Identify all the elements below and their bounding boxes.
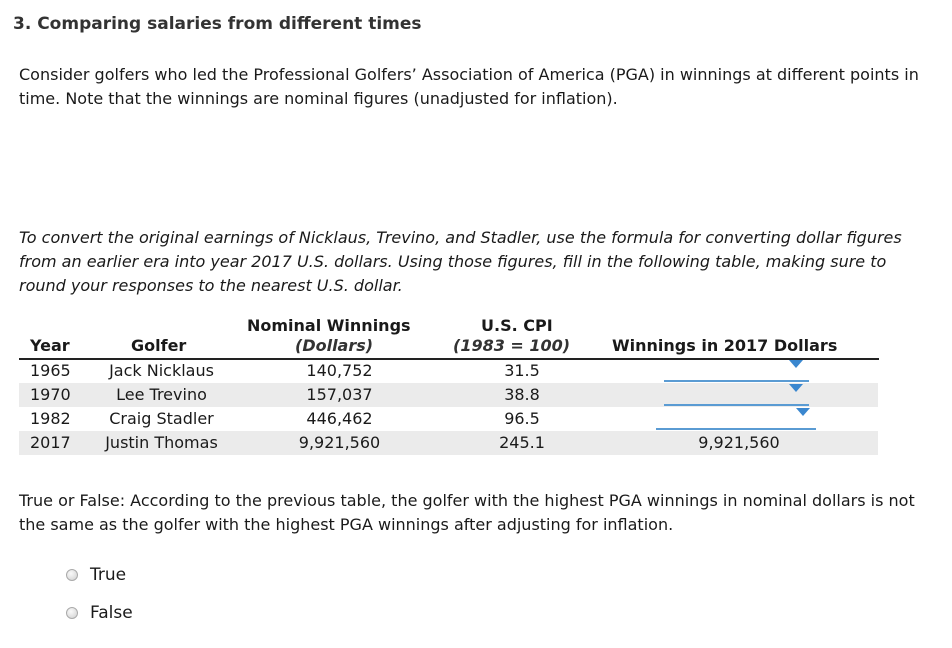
table-row	[19, 383, 878, 407]
table-row	[19, 407, 878, 431]
cell-winnings-2017: 9,921,560	[698, 433, 780, 452]
table-row	[19, 359, 878, 383]
question-title: 3. Comparing salaries from different times	[13, 14, 422, 34]
true-false-question: True or False: According to the previous table, the golfer with the highest PGA winnings in nominal dollars is not the same as the golfer with the highest PGA winnings after adjusting for inflation.	[19, 491, 915, 534]
cell-cpi: 38.8	[504, 385, 540, 404]
radio-button-icon[interactable]	[66, 569, 78, 581]
winnings-dropdown-trevino[interactable]	[664, 382, 809, 406]
header-nominal-sub: (Dollars)	[295, 336, 374, 355]
instructions-paragraph: To convert the original earnings of Nicklaus, Trevino, and Stadler, use the formula for converting dollar figures from an earlier era into year 2017 U.S. dollars. Using those figures, fill in the following table, making sure to round your responses to the nearest U.S. dollar.	[19, 228, 902, 295]
header-cpi-sub: (1983 = 100)	[453, 336, 571, 355]
header-golfer: Golfer	[131, 336, 187, 355]
option-label: True	[90, 565, 127, 585]
table-header	[19, 314, 879, 360]
chevron-down-icon[interactable]	[789, 360, 803, 368]
cell-year: 2017	[30, 433, 71, 452]
intro-paragraph: Consider golfers who led the Professional Golfers’ Association of America (PGA) in winnings at different points in time. Note that the winnings are nominal figures (unadjusted for inflation).	[19, 65, 919, 108]
cell-golfer: Lee Trevino	[116, 385, 207, 404]
radio-button-icon[interactable]	[66, 607, 78, 619]
cell-nominal: 446,462	[306, 409, 373, 428]
cell-nominal: 140,752	[306, 361, 373, 380]
cell-year: 1965	[30, 361, 71, 380]
cell-nominal: 157,037	[306, 385, 373, 404]
cell-nominal: 9,921,560	[298, 433, 381, 452]
header-year: Year	[30, 336, 70, 355]
option-label: False	[90, 603, 133, 623]
chevron-down-icon[interactable]	[789, 384, 803, 392]
header-nominal: Nominal Winnings	[247, 316, 411, 335]
cell-cpi: 96.5	[504, 409, 540, 428]
cell-year: 1982	[30, 409, 71, 428]
winnings-dropdown-nicklaus[interactable]	[664, 358, 809, 382]
winnings-dropdown-stadler[interactable]	[656, 406, 816, 430]
option-true[interactable]	[66, 565, 126, 585]
header-winnings-2017: Winnings in 2017 Dollars	[612, 336, 838, 355]
cell-year: 1970	[30, 385, 71, 404]
cell-golfer: Justin Thomas	[105, 433, 218, 452]
option-false[interactable]	[66, 603, 133, 623]
cell-cpi: 31.5	[504, 361, 540, 380]
cell-golfer: Jack Nicklaus	[109, 361, 214, 380]
cell-cpi: 245.1	[499, 433, 545, 452]
chevron-down-icon[interactable]	[796, 408, 810, 416]
cell-golfer: Craig Stadler	[109, 409, 214, 428]
table-row	[19, 431, 878, 455]
header-cpi: U.S. CPI	[481, 316, 553, 335]
